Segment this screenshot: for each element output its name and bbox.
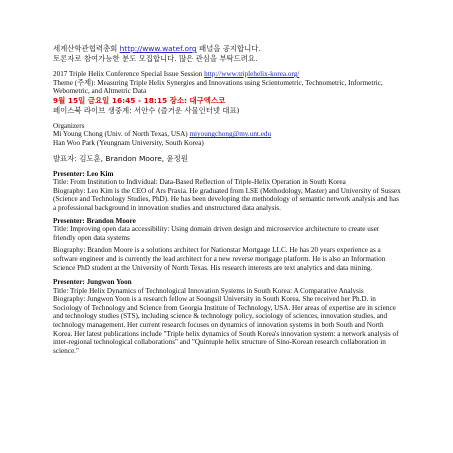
intro-line-1: [53, 44, 403, 54]
presenter-section: [53, 170, 403, 213]
presenter-heading: Presenter: Brandon Moore: [53, 216, 136, 225]
organizer-1-email[interactable]: miyoungchong@my.unt.edu: [189, 130, 272, 139]
presenter-title: Title: From Institution to Individual: Data-Based Reflection of Triple-Helix Operation in South Korea: [53, 178, 346, 187]
presenters-line: 발표자: 김도훈, Brandon Moore, 윤정원: [53, 153, 188, 163]
presenter-heading: Presenter: Leo Kim: [53, 169, 114, 178]
intro-text-post: 패널을 공지합니다.: [198, 44, 261, 53]
facebook-live: 페이스북 라이브 생중계: 서안수 (즐거운 사물인터넷 대표): [53, 105, 240, 115]
organizer-2: Han Woo Park (Yeungnam University, South Korea): [53, 138, 204, 147]
presenter-bio: Biography: Leo Kim is the CEO of Ars Praxia. He graduated from LSE (Methodology, Master) and University of Sussex (Science and Technology Studies, PhD). He has been developing the methodology of semantic network analysis and has a professional background in innovation studies and unstructured data analysis.: [53, 186, 401, 212]
presenter-heading: Presenter: Jungwon Yoon: [53, 278, 132, 287]
session-theme: Theme (주제): Measuring Triple Helix Synergies and Innovations using Scientometric, Technometric, Informetric, Webometric, and Altmetric Data: [53, 78, 383, 96]
presenter-title: Title: Improving open data accessibility: Using domain driven design and microservice architecture to create user friendly open data systems: [53, 225, 380, 242]
session-datetime: 9월 15일 금요일 16:45 - 18:15 장소: 대구엑스코: [53, 95, 226, 105]
intro-line-2: 토론자로 참여가능한 분도 모집합니다. 많은 관심을 부탁드려요.: [53, 54, 258, 63]
presenter-section: [53, 278, 403, 355]
triplehelix-link[interactable]: http://www.triplehelix-korea.org/: [204, 70, 300, 78]
presenter-title: Title: Triple Helix Dynamics of Technological Innovation Systems in South Korea: A Comparative Analysis: [53, 286, 364, 295]
organizer-1-text: Mi Young Chong (Univ. of North Texas, USA): [53, 130, 188, 139]
session-title: [53, 70, 403, 79]
presenter-bio: Biography: Jungwon Yoon is a research fellow at Soongsil University in South Korea. She received her Ph.D. in Sociology of Technology and Science from Georgia Institute of Technology, USA. Her areas of expertise are in science and technology studies (STS), including science & technology policy, sociology of sciences, innovation studies, and technology management. Her current research focuses on dynamics of innovation systems in both South and North Korea. Her latest publications include "Triple helix dynamics of South Korea's innovation system: a network analysis of inter-regional technological collaborations" and "Quintuple helix structure of Sino-Korean research collaboration in science.": [53, 295, 399, 355]
organizer-1: [53, 130, 403, 139]
watef-link[interactable]: http://www.watef.org: [119, 44, 197, 53]
document-body: [53, 44, 403, 355]
organizers-heading: Organizers: [53, 121, 85, 130]
presenter-bio: Biography: Brandon Moore is a solutions architect for Nationstar Mortgage LLC. He has 20 years experience as a software engineer and is currently the lead architect for a new reverse mortgage platform. He is also an Information Science PhD student at the University of North Texas. His research interests are text analytics and data mining.: [53, 246, 386, 272]
session-title-text: 2017 Triple Helix Conference Special Issue Session: [53, 70, 203, 78]
presenter-section: [53, 217, 403, 273]
intro-text-pre: 세계산학관협력총회: [53, 44, 118, 53]
